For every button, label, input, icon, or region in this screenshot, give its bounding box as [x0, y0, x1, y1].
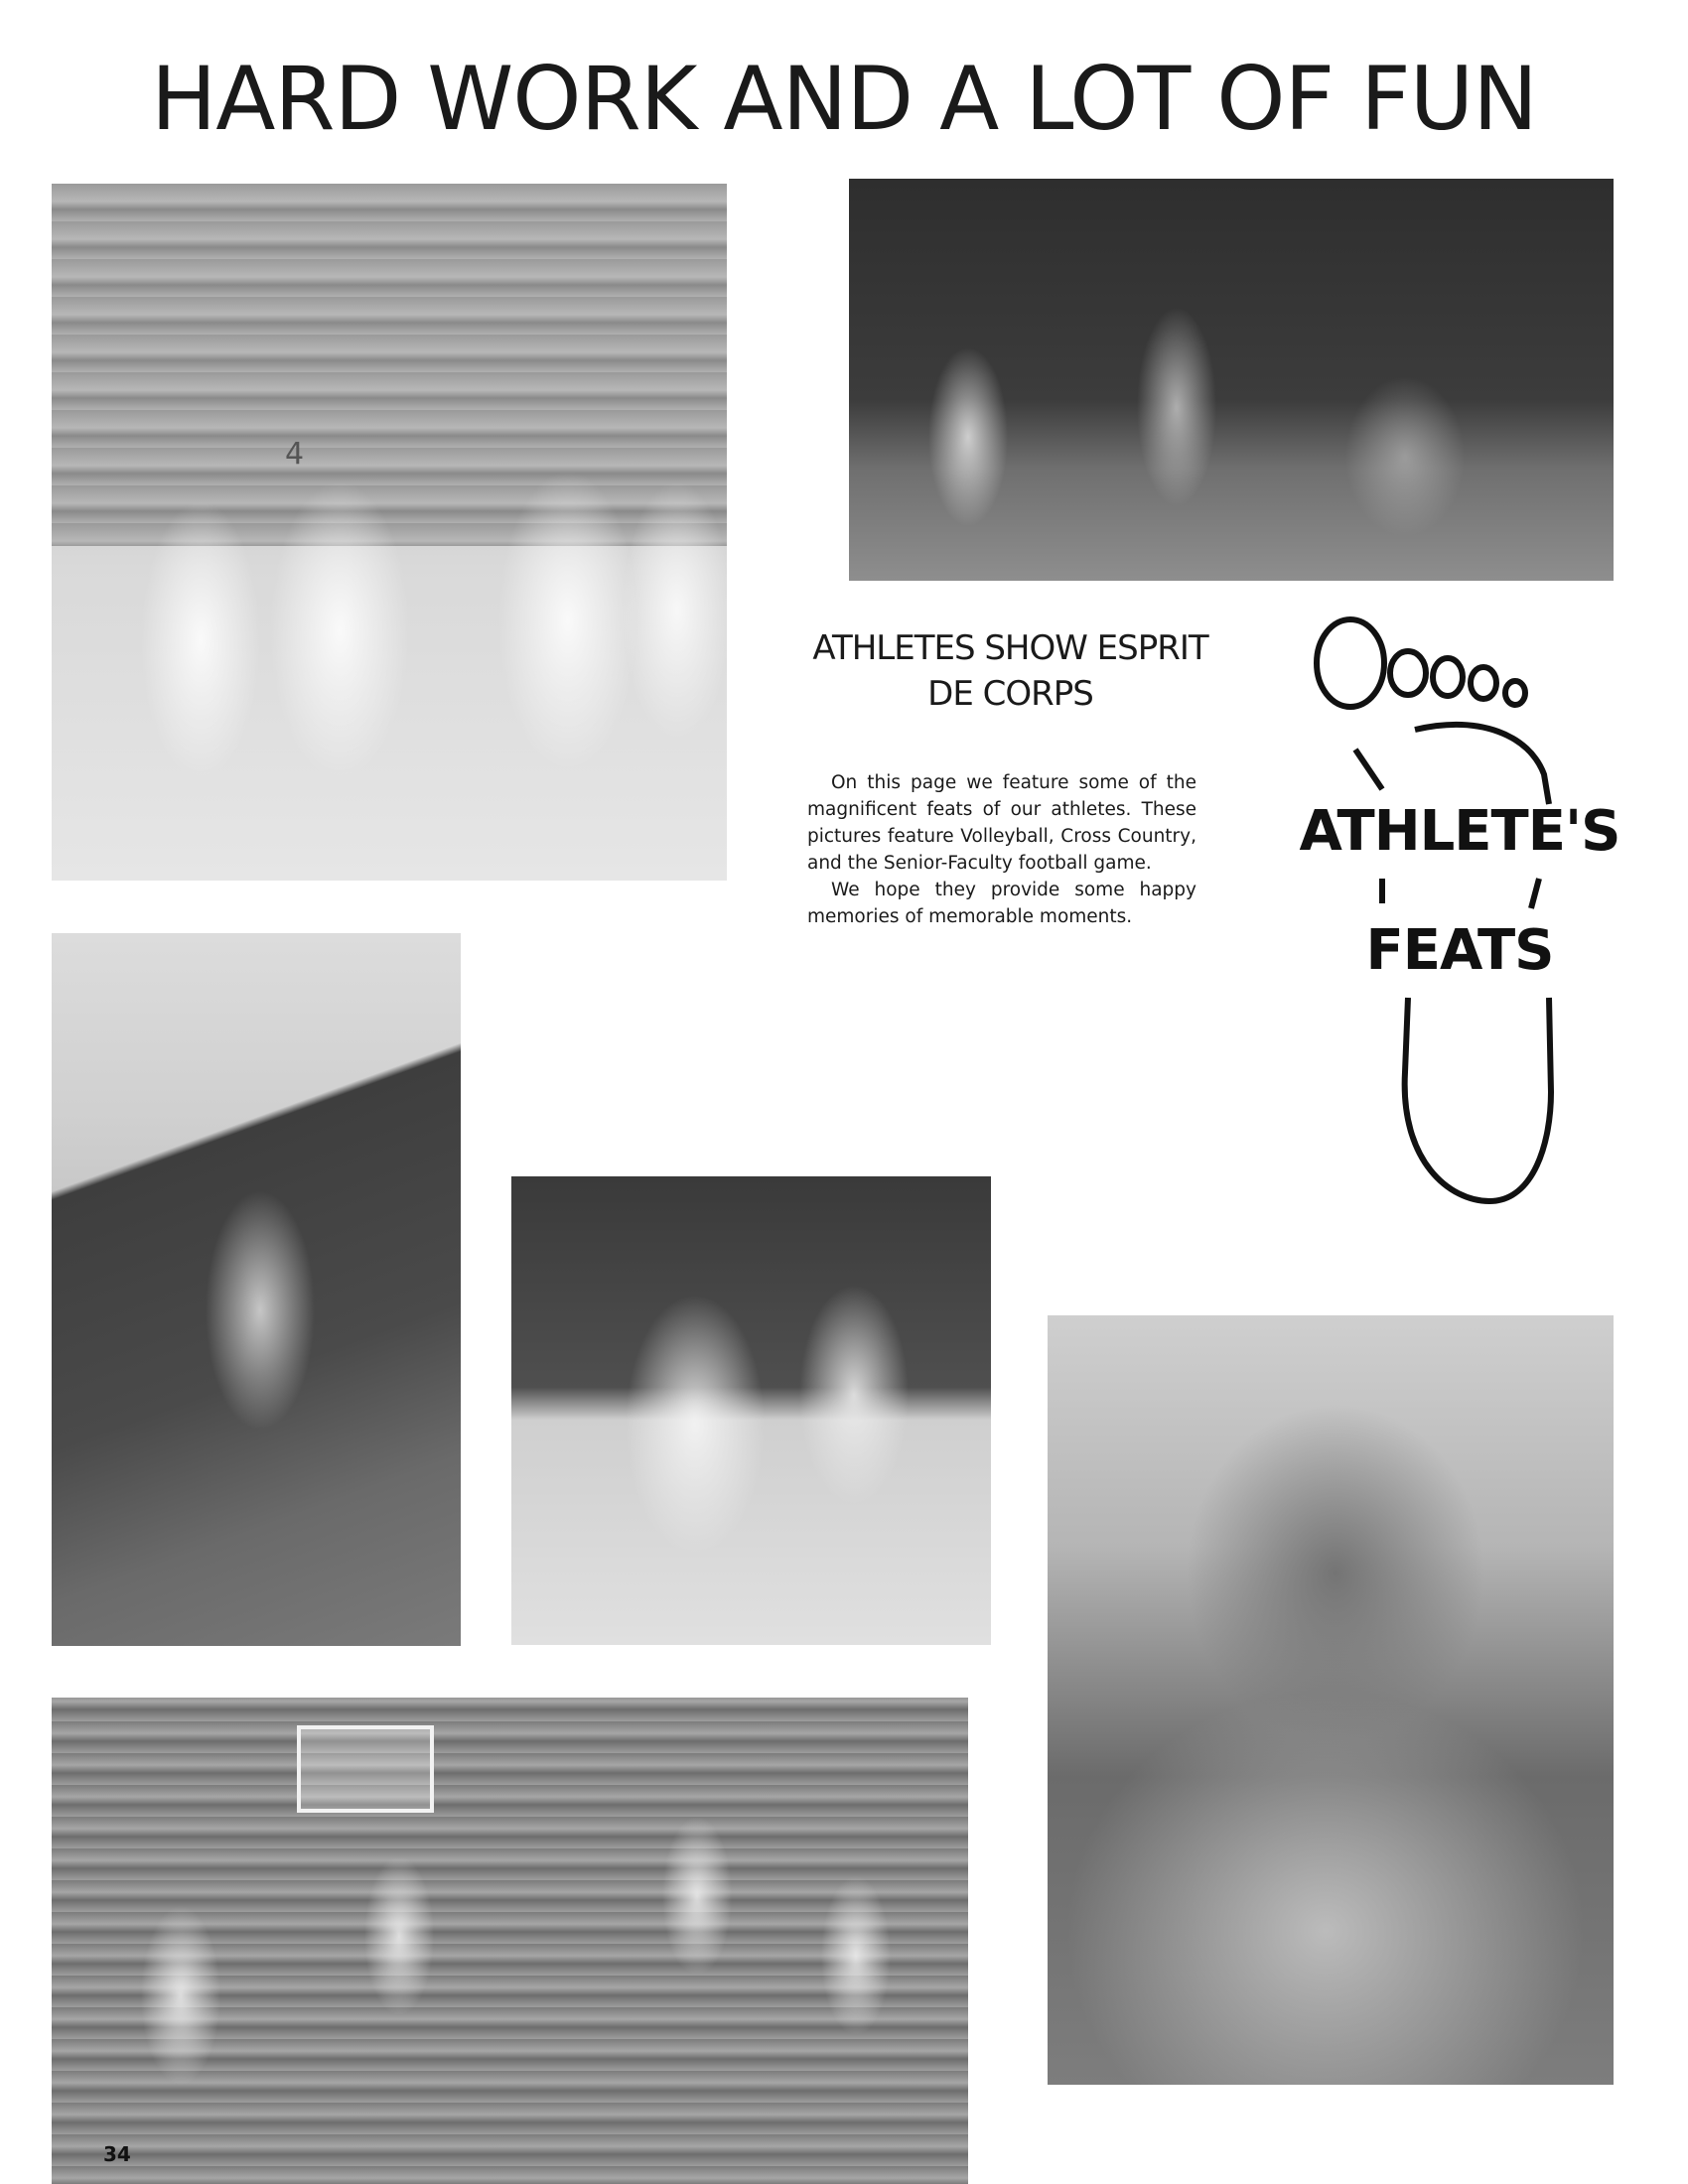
photo-cross-country-runner [52, 933, 461, 1646]
photo-volleyball-game-gym [52, 1698, 968, 2184]
logo-word-athletes: ATHLETE'S [1299, 799, 1620, 864]
photo-student-with-trophy [1048, 1315, 1614, 2085]
photo-volleyball-players-ready [511, 1176, 991, 1645]
page-number: 34 [103, 2142, 131, 2166]
jersey-number: 4 [285, 437, 305, 472]
footprint-icon [1291, 606, 1628, 1221]
article-paragraph-1: On this page we feature some of the magnificent feats of our athletes. These pictures feature Volleyball, Cross Country, and the Senior-Faculty football game. [807, 772, 1196, 874]
article-heading: ATHLETES SHOW ESPRIT DE CORPS [812, 628, 1208, 714]
article-body [807, 769, 1196, 930]
photo-volleyball-huddle [52, 184, 727, 881]
article-paragraph-2: We hope they provide some happy memories of memorable moments. [807, 880, 1196, 927]
photo-night-football-game [849, 179, 1614, 581]
page-title: HARD WORK AND A LOT OF FUN [151, 48, 1537, 150]
logo-word-feats: FEATS [1365, 918, 1554, 983]
athletes-feats-footprint-logo [1291, 606, 1628, 1221]
basketball-backboard [297, 1725, 434, 1813]
